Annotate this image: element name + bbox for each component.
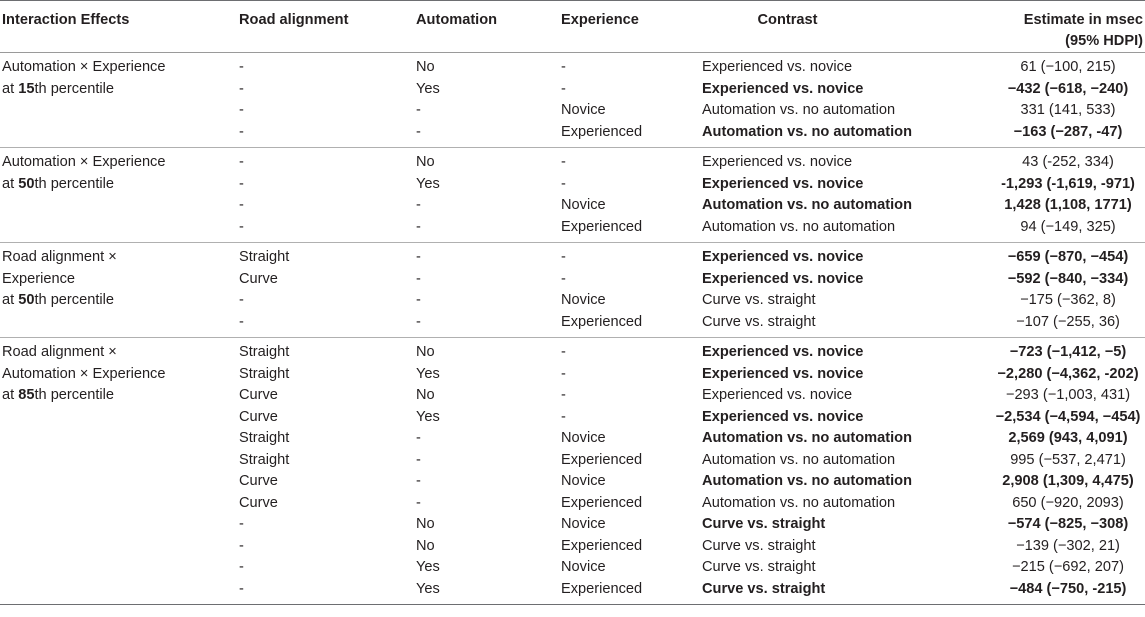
effect-percentile-suffix: th percentile <box>34 387 114 403</box>
cell-estimate: −215 (−692, 207) <box>1012 559 1124 575</box>
cell-experience: Novice <box>561 102 606 118</box>
cell-experience: - <box>561 59 566 75</box>
cell-road-alignment: - <box>239 516 244 532</box>
cell-experience: - <box>561 175 566 192</box>
effect-label <box>0 53 237 148</box>
cell-estimate: −175 (−362, 8) <box>1020 292 1116 308</box>
cell-automation: - <box>416 313 421 330</box>
effect-line: Automation × Experience <box>2 365 166 382</box>
cell-contrast: Automation vs. no automation <box>702 197 912 213</box>
cell-contrast: Curve vs. straight <box>702 313 816 330</box>
cell-automation: Yes <box>416 80 440 97</box>
cell-automation: - <box>416 218 421 235</box>
cell-experience: Novice <box>561 516 606 532</box>
cell-road-alignment: - <box>239 123 244 140</box>
cell-automation: - <box>416 430 421 446</box>
cell-road-alignment: - <box>239 80 244 97</box>
cell-contrast: Experienced vs. novice <box>702 249 864 265</box>
cell-automation: No <box>416 387 435 403</box>
cell-experience: Novice <box>561 430 606 446</box>
cell-experience: Experienced <box>561 451 643 468</box>
effect-line: Automation × Experience <box>2 154 166 170</box>
cell-estimate: 94 (−149, 325) <box>1020 218 1116 235</box>
cell-road-alignment: Straight <box>239 451 290 468</box>
cell-automation: - <box>416 494 421 511</box>
cell-road-alignment: - <box>239 59 244 75</box>
table-group <box>0 148 1145 243</box>
cell-road-alignment: - <box>239 218 244 235</box>
cell-experience: - <box>561 270 566 287</box>
table-row <box>0 148 1145 174</box>
cell-road-alignment: Curve <box>239 408 278 425</box>
cell-automation: No <box>416 537 435 554</box>
cell-automation: No <box>416 59 435 75</box>
cell-contrast: Curve vs. straight <box>702 516 826 532</box>
cell-road-alignment: Straight <box>239 365 290 382</box>
table-row <box>0 53 1145 79</box>
cell-contrast: Experienced vs. novice <box>702 80 864 97</box>
cell-road-alignment: - <box>239 313 244 330</box>
cell-contrast: Curve vs. straight <box>702 292 816 308</box>
cell-experience: Experienced <box>561 123 643 140</box>
cell-automation: - <box>416 249 421 265</box>
header-experience: Experience <box>561 12 639 28</box>
cell-estimate: 43 (-252, 334) <box>1022 154 1114 170</box>
effect-at: at <box>2 387 19 403</box>
header-estimate <box>965 1 1145 53</box>
cell-automation: - <box>416 123 421 140</box>
cell-automation: - <box>416 197 421 213</box>
cell-estimate: 61 (−100, 215) <box>1020 59 1116 75</box>
cell-contrast: Experienced vs. novice <box>702 344 864 360</box>
effect-line: Automation × Experience <box>2 59 166 75</box>
cell-estimate: 650 (−920, 2093) <box>1012 494 1124 511</box>
cell-automation: Yes <box>416 365 440 382</box>
cell-road-alignment: Straight <box>239 344 290 360</box>
effect-percentile: 15 <box>18 80 35 97</box>
cell-automation: No <box>416 154 435 170</box>
cell-road-alignment: - <box>239 102 244 118</box>
effect-percentile-suffix: th percentile <box>34 80 114 97</box>
table-group <box>0 53 1145 148</box>
cell-contrast: Automation vs. no automation <box>702 473 912 489</box>
cell-estimate: 995 (−537, 2,471) <box>1010 451 1126 468</box>
effect-line: Experience <box>2 270 76 287</box>
cell-estimate: 2,569 (943, 4,091) <box>1008 430 1128 446</box>
cell-automation: - <box>416 270 421 287</box>
table-header <box>0 1 1145 53</box>
cell-contrast: Experienced vs. novice <box>702 365 864 382</box>
cell-estimate: −592 (−840, −334) <box>1007 270 1129 287</box>
cell-automation: Yes <box>416 580 440 597</box>
cell-experience: Experienced <box>561 218 643 235</box>
cell-experience: Experienced <box>561 537 643 554</box>
cell-experience: Novice <box>561 292 606 308</box>
cell-experience: - <box>561 344 566 360</box>
cell-estimate: −484 (−750, -215) <box>1009 580 1127 597</box>
cell-contrast: Automation vs. no automation <box>702 430 912 446</box>
cell-experience: Novice <box>561 559 606 575</box>
cell-estimate: −432 (−618, −240) <box>1007 80 1129 97</box>
cell-road-alignment: Curve <box>239 494 278 511</box>
effect-percentile: 50 <box>18 292 35 308</box>
cell-contrast: Automation vs. no automation <box>702 123 912 140</box>
cell-estimate: −2,534 (−4,594, −454) <box>995 408 1141 425</box>
effect-label <box>0 148 237 243</box>
cell-contrast: Curve vs. straight <box>702 559 816 575</box>
table-row <box>0 338 1145 364</box>
cell-contrast: Automation vs. no automation <box>702 102 896 118</box>
effect-percentile-suffix: th percentile <box>34 292 114 308</box>
cell-road-alignment: - <box>239 580 244 597</box>
cell-automation: Yes <box>416 408 440 425</box>
table-group <box>0 243 1145 338</box>
effect-label <box>0 338 237 605</box>
cell-automation: Yes <box>416 559 440 575</box>
cell-estimate: −107 (−255, 36) <box>1016 313 1120 330</box>
table-row <box>0 243 1145 269</box>
cell-road-alignment: - <box>239 175 244 192</box>
cell-road-alignment: Straight <box>239 249 290 265</box>
effect-at: at <box>2 292 19 308</box>
cell-experience: - <box>561 408 566 425</box>
cell-contrast: Experienced vs. novice <box>702 387 853 403</box>
cell-experience: Experienced <box>561 494 643 511</box>
header-estimate-line2: (95% HDPI) <box>1065 33 1143 49</box>
cell-experience: Experienced <box>561 580 643 597</box>
cell-road-alignment: Straight <box>239 430 290 446</box>
cell-estimate: −574 (−825, −308) <box>1007 516 1129 532</box>
cell-road-alignment: - <box>239 559 244 575</box>
cell-contrast: Automation vs. no automation <box>702 494 896 511</box>
cell-automation: No <box>416 516 435 532</box>
cell-automation: - <box>416 473 421 489</box>
cell-experience: Experienced <box>561 313 643 330</box>
table-group <box>0 338 1145 605</box>
cell-road-alignment: Curve <box>239 270 278 287</box>
cell-road-alignment: - <box>239 537 244 554</box>
cell-experience: - <box>561 249 566 265</box>
cell-estimate: −163 (−287, -47) <box>1013 123 1123 140</box>
effect-percentile-suffix: th percentile <box>34 175 114 192</box>
cell-contrast: Automation vs. no automation <box>702 218 896 235</box>
cell-contrast: Experienced vs. novice <box>702 175 864 192</box>
cell-road-alignment: Curve <box>239 387 278 403</box>
effect-line: Road alignment × <box>2 344 117 360</box>
header-automation: Automation <box>416 12 498 28</box>
cell-automation: - <box>416 102 421 118</box>
effect-at: at <box>2 175 19 192</box>
cell-experience: - <box>561 154 566 170</box>
cell-estimate: 2,908 (1,309, 4,475) <box>1002 473 1134 489</box>
cell-estimate: −139 (−302, 21) <box>1016 537 1120 554</box>
header-contrast: Contrast <box>757 12 818 28</box>
cell-contrast: Experienced vs. novice <box>702 59 853 75</box>
cell-estimate: −723 (−1,412, −5) <box>1009 344 1127 360</box>
header-road-alignment: Road alignment <box>239 12 349 28</box>
cell-estimate: -1,293 (-1,619, -971) <box>1001 175 1135 192</box>
effect-at: at <box>2 80 19 97</box>
effect-label <box>0 243 237 338</box>
cell-contrast: Curve vs. straight <box>702 537 816 554</box>
cell-estimate: −293 (−1,003, 431) <box>1005 387 1131 403</box>
header-effect: Interaction Effects <box>2 12 130 28</box>
cell-experience: Novice <box>561 197 606 213</box>
cell-automation: No <box>416 344 435 360</box>
cell-experience: - <box>561 387 566 403</box>
header-estimate-line1: Estimate in msec <box>1023 12 1143 28</box>
cell-experience: Novice <box>561 473 606 489</box>
effect-percentile: 50 <box>18 175 35 192</box>
cell-automation: - <box>416 292 421 308</box>
cell-automation: Yes <box>416 175 440 192</box>
cell-contrast: Experienced vs. novice <box>702 154 853 170</box>
cell-road-alignment: - <box>239 154 244 170</box>
cell-automation: - <box>416 451 421 468</box>
cell-estimate: 1,428 (1,108, 1771) <box>1004 197 1132 213</box>
cell-contrast: Curve vs. straight <box>702 580 826 597</box>
cell-road-alignment: Curve <box>239 473 278 489</box>
cell-contrast: Automation vs. no automation <box>702 451 896 468</box>
cell-estimate: 331 (141, 533) <box>1020 102 1116 118</box>
effect-percentile: 85 <box>18 387 35 403</box>
cell-road-alignment: - <box>239 197 244 213</box>
effect-line: Road alignment × <box>2 249 117 265</box>
cell-experience: - <box>561 80 566 97</box>
cell-contrast: Experienced vs. novice <box>702 270 864 287</box>
cell-estimate: −659 (−870, −454) <box>1007 249 1129 265</box>
cell-experience: - <box>561 365 566 382</box>
cell-estimate: −2,280 (−4,362, -202) <box>997 365 1139 382</box>
cell-road-alignment: - <box>239 292 244 308</box>
cell-contrast: Experienced vs. novice <box>702 408 864 425</box>
